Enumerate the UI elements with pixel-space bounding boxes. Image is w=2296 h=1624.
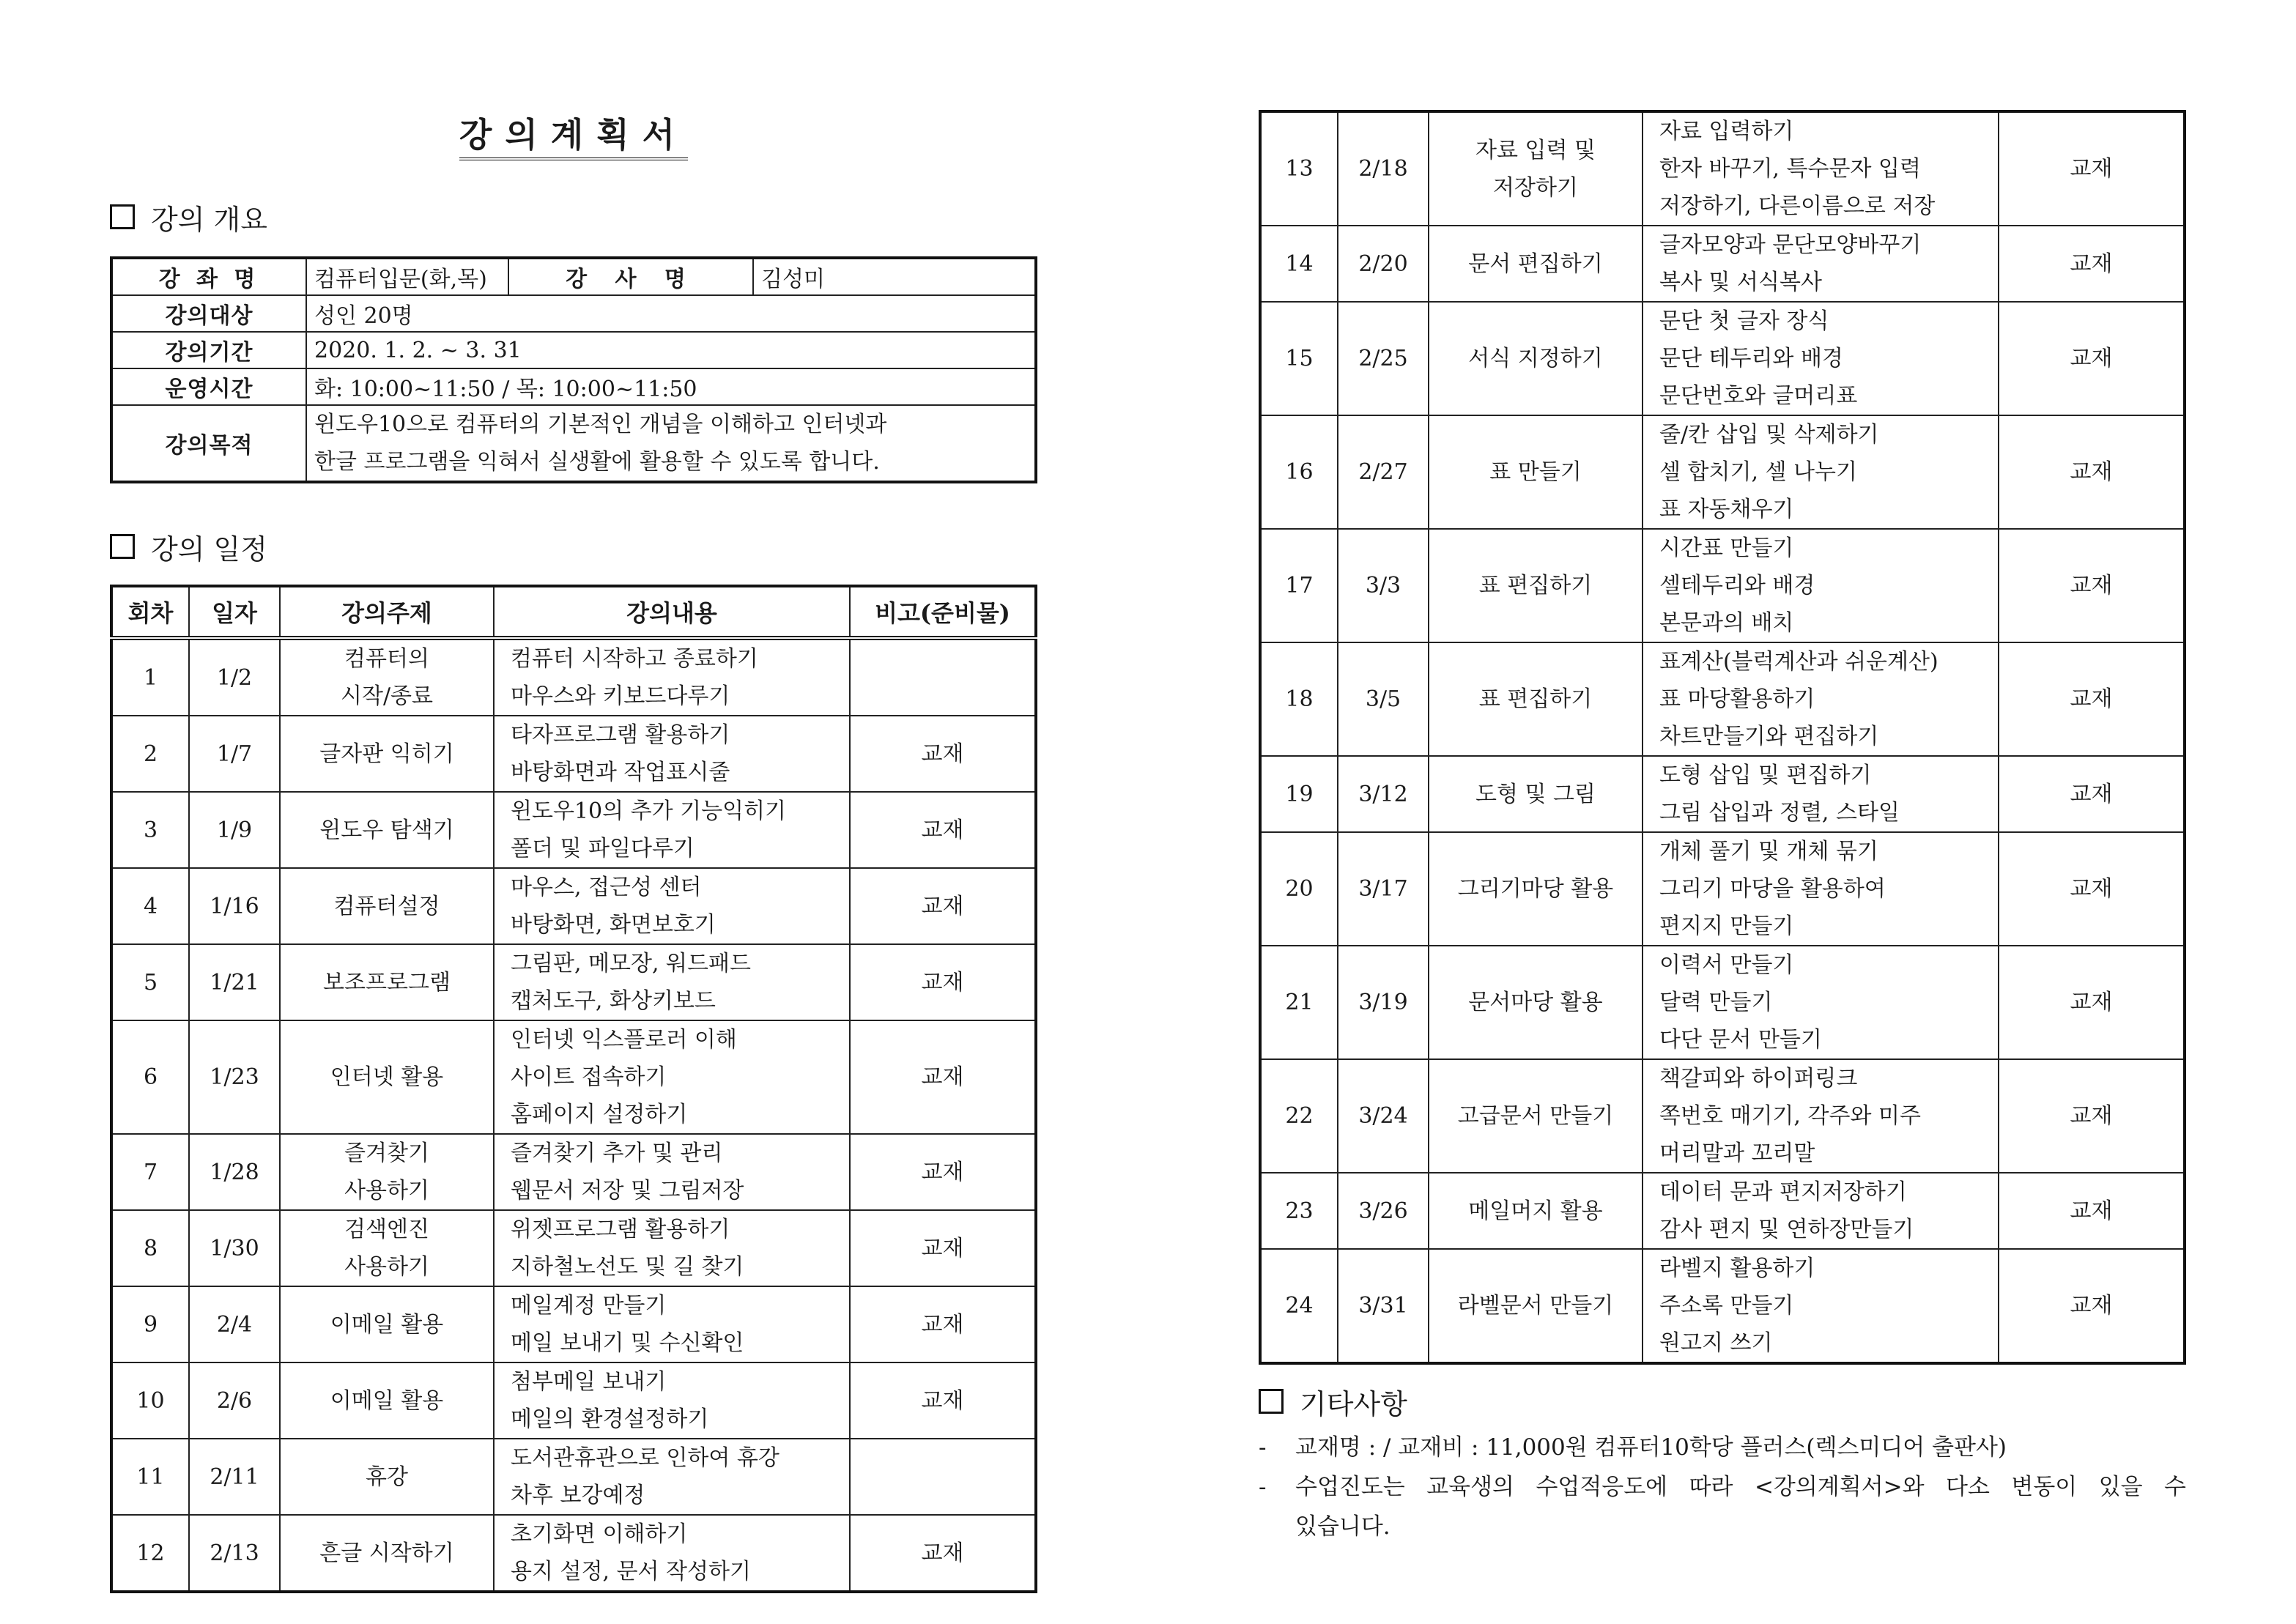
content-line: 본문과의 배치 — [1659, 610, 1794, 636]
session-content — [1643, 1059, 1999, 1173]
schedule-row — [111, 1439, 1036, 1515]
content-line: 이력서 만들기 — [1659, 952, 1794, 978]
content-line: 감사 편지 및 연하장만들기 — [1659, 1217, 1914, 1242]
session-topic — [280, 1134, 494, 1210]
session-number: 21 — [1260, 946, 1338, 1059]
schedule-row — [1260, 302, 2185, 415]
session-content — [1643, 302, 1999, 415]
topic-line: 이메일 활용 — [330, 1311, 444, 1338]
session-topic — [280, 1210, 494, 1286]
session-note: 교재 — [850, 944, 1036, 1020]
header-topic: 강의주제 — [280, 586, 494, 638]
session-date: 1/2 — [189, 638, 280, 716]
overview-row-purpose — [111, 405, 1036, 482]
session-number: 18 — [1260, 642, 1338, 756]
schedule-header-row — [111, 586, 1036, 638]
session-content — [494, 1210, 850, 1286]
session-date: 2/4 — [189, 1286, 280, 1362]
topic-line: 사용하기 — [344, 1178, 429, 1204]
session-number: 14 — [1260, 226, 1338, 302]
session-date: 1/7 — [189, 716, 280, 792]
topic-line: 이메일 활용 — [330, 1387, 444, 1414]
topic-line: 흔글 시작하기 — [319, 1540, 454, 1566]
content-line: 표 자동채우기 — [1659, 497, 1794, 522]
schedule-row — [1260, 226, 2185, 302]
session-date: 1/30 — [189, 1210, 280, 1286]
session-content — [1643, 226, 1999, 302]
session-topic — [280, 1439, 494, 1515]
session-note: 교재 — [850, 1286, 1036, 1362]
content-line: 인터넷 익스플로러 이해 — [511, 1027, 737, 1053]
session-topic — [280, 868, 494, 944]
schedule-row — [111, 1210, 1036, 1286]
content-line: 셀 합치기, 셀 나누기 — [1659, 459, 1857, 485]
session-number: 22 — [1260, 1059, 1338, 1173]
content-line: 메일의 환경설정하기 — [511, 1406, 709, 1432]
session-date: 2/6 — [189, 1362, 280, 1439]
content-line: 캡처도구, 화상키보드 — [511, 988, 716, 1014]
overview-row-target — [111, 295, 1036, 332]
content-line: 지하철노선도 및 길 찾기 — [511, 1254, 744, 1280]
session-topic — [280, 1286, 494, 1362]
session-content — [494, 868, 850, 944]
session-number: 23 — [1260, 1173, 1338, 1249]
session-content — [494, 638, 850, 716]
schedule-row — [1260, 415, 2185, 529]
etc-section-title: 기타사항 — [1300, 1387, 1407, 1420]
session-date: 1/16 — [189, 868, 280, 944]
purpose-line: 한글 프로그램을 익혀서 실생활에 활용할 수 있도록 합니다. — [314, 449, 880, 475]
session-number: 16 — [1260, 415, 1338, 529]
topic-line: 표 편집하기 — [1478, 573, 1593, 598]
content-line: 책갈피와 하이퍼링크 — [1659, 1066, 1858, 1091]
session-number: 24 — [1260, 1249, 1338, 1363]
session-content — [1643, 415, 1999, 529]
hours-label: 운영시간 — [111, 368, 306, 405]
content-line: 마우스와 키보드다루기 — [511, 683, 730, 709]
etc-text: 수업진도는 교육생의 수업적응도에 따라 <강의계획서>와 다소 변동이 있을 수 있습니다. — [1295, 1474, 2186, 1540]
topic-line: 검색엔진 — [344, 1217, 429, 1242]
content-line: 타자프로그램 활용하기 — [511, 722, 730, 748]
session-content — [1643, 832, 1999, 946]
session-date: 2/18 — [1338, 111, 1429, 226]
session-note: 교재 — [1999, 226, 2185, 302]
content-line: 그림판, 메모장, 워드패드 — [511, 951, 751, 976]
schedule-table-right — [1259, 110, 2186, 1365]
content-line: 마우스, 접근성 센터 — [511, 875, 702, 900]
etc-text: 교재명 : / 교재비 : 11,000원 컴퓨터10학당 플러스(렉스미디어 출판사) — [1295, 1434, 2007, 1461]
session-number: 9 — [111, 1286, 189, 1362]
session-content — [1643, 111, 1999, 226]
schedule-section-heading — [110, 524, 1037, 568]
session-number: 8 — [111, 1210, 189, 1286]
etc-item — [1259, 1428, 2186, 1467]
header-no: 회차 — [111, 586, 189, 638]
topic-line: 표 편집하기 — [1478, 686, 1593, 712]
topic-line: 인터넷 활용 — [330, 1064, 444, 1090]
content-line: 바탕화면과 작업표시줄 — [511, 760, 730, 785]
overview-row-course — [111, 258, 1036, 295]
overview-section-heading — [110, 195, 1037, 239]
session-date: 3/26 — [1338, 1173, 1429, 1249]
session-note: 교재 — [1999, 111, 2185, 226]
schedule-row — [1260, 1173, 2185, 1249]
purpose-label: 강의목적 — [111, 405, 306, 482]
schedule-table-left — [110, 585, 1037, 1593]
topic-line: 컴퓨터설정 — [333, 893, 440, 919]
course-value: 컴퓨터입문(화,목) — [306, 258, 508, 295]
content-line: 첨부메일 보내기 — [511, 1369, 667, 1395]
session-topic — [1429, 1059, 1643, 1173]
session-topic — [1429, 1173, 1643, 1249]
etc-list — [1259, 1428, 2186, 1546]
session-topic — [1429, 756, 1643, 832]
session-content — [1643, 756, 1999, 832]
session-topic — [280, 638, 494, 716]
content-line: 저장하기, 다른이름으로 저장 — [1659, 193, 1936, 219]
schedule-row — [111, 1134, 1036, 1210]
session-topic — [1429, 302, 1643, 415]
content-line: 복사 및 서식복사 — [1659, 270, 1822, 295]
content-line: 메일 보내기 및 수신확인 — [511, 1330, 744, 1356]
header-note: 비고(준비물) — [850, 586, 1036, 638]
session-date: 3/19 — [1338, 946, 1429, 1059]
content-line: 주소록 만들기 — [1659, 1293, 1794, 1319]
session-number: 3 — [111, 792, 189, 868]
topic-line: 표 만들기 — [1489, 459, 1582, 485]
session-number: 12 — [111, 1515, 189, 1592]
session-content — [494, 1362, 850, 1439]
session-topic — [280, 1515, 494, 1592]
session-note: 교재 — [850, 1210, 1036, 1286]
topic-line: 그리기마당 활용 — [1457, 876, 1614, 902]
session-note: 교재 — [850, 716, 1036, 792]
schedule-row — [111, 944, 1036, 1020]
session-note: 교재 — [1999, 1249, 2185, 1363]
content-line: 원고지 쓰기 — [1659, 1330, 1773, 1356]
session-content — [1643, 1249, 1999, 1363]
content-line: 차트만들기와 편집하기 — [1659, 724, 1879, 749]
session-date: 2/13 — [189, 1515, 280, 1592]
topic-line: 컴퓨터의 — [344, 646, 429, 672]
schedule-row — [111, 716, 1036, 792]
session-topic — [1429, 415, 1643, 529]
session-number: 5 — [111, 944, 189, 1020]
session-note — [850, 1439, 1036, 1515]
schedule-row — [1260, 756, 2185, 832]
session-content — [494, 792, 850, 868]
session-number: 17 — [1260, 529, 1338, 642]
etc-section-heading — [1259, 1379, 2186, 1423]
session-content — [494, 1286, 850, 1362]
topic-line: 시작/종료 — [340, 683, 434, 709]
session-topic — [1429, 529, 1643, 642]
topic-line: 휴강 — [366, 1464, 408, 1490]
session-date: 2/27 — [1338, 415, 1429, 529]
content-line: 자료 입력하기 — [1659, 119, 1794, 144]
content-line: 도형 삽입 및 편집하기 — [1659, 763, 1872, 788]
document-title — [110, 108, 1037, 160]
session-date: 3/3 — [1338, 529, 1429, 642]
session-number: 4 — [111, 868, 189, 944]
session-topic — [280, 1362, 494, 1439]
topic-line: 문서 편집하기 — [1468, 251, 1603, 277]
etc-item — [1259, 1467, 2186, 1546]
schedule-row — [1260, 832, 2185, 946]
session-note: 교재 — [850, 1362, 1036, 1439]
schedule-row — [1260, 1059, 2185, 1173]
schedule-row — [111, 1362, 1036, 1439]
session-number: 19 — [1260, 756, 1338, 832]
schedule-row — [111, 1286, 1036, 1362]
content-line: 윈도우10의 추가 기능익히기 — [511, 798, 787, 824]
schedule-section-title: 강의 일정 — [151, 533, 267, 566]
session-number: 2 — [111, 716, 189, 792]
content-line: 웹문서 저장 및 그림저장 — [511, 1178, 744, 1204]
right-column — [1259, 110, 2186, 1546]
content-line: 초기화면 이해하기 — [511, 1521, 688, 1547]
session-note: 교재 — [1999, 756, 2185, 832]
overview-table — [110, 256, 1037, 483]
checkbox-square-icon — [110, 204, 135, 229]
session-number: 1 — [111, 638, 189, 716]
session-number: 7 — [111, 1134, 189, 1210]
period-value: 2020. 1. 2. ~ 3. 31 — [306, 332, 1036, 368]
session-note: 교재 — [1999, 1059, 2185, 1173]
schedule-row — [111, 638, 1036, 716]
session-note: 교재 — [1999, 1173, 2185, 1249]
session-content — [494, 944, 850, 1020]
content-line: 줄/칸 삽입 및 삭제하기 — [1659, 422, 1879, 448]
topic-line: 고급문서 만들기 — [1457, 1103, 1614, 1129]
session-note: 교재 — [850, 1134, 1036, 1210]
content-line: 다단 문서 만들기 — [1659, 1027, 1822, 1053]
session-number: 15 — [1260, 302, 1338, 415]
session-content — [1643, 1173, 1999, 1249]
session-topic — [1429, 226, 1643, 302]
session-content — [494, 716, 850, 792]
session-note: 교재 — [850, 1020, 1036, 1134]
session-topic — [1429, 832, 1643, 946]
topic-line: 저장하기 — [1493, 174, 1578, 201]
session-date: 1/28 — [189, 1134, 280, 1210]
schedule-row — [111, 868, 1036, 944]
content-line: 표 마당활용하기 — [1659, 686, 1815, 712]
document-title-text: 강의계획서 — [459, 115, 688, 160]
topic-line: 윈도우 탐색기 — [319, 817, 454, 843]
schedule-row — [111, 792, 1036, 868]
instructor-label: 강 사 명 — [508, 258, 753, 295]
session-content — [494, 1134, 850, 1210]
session-number: 20 — [1260, 832, 1338, 946]
content-line: 시간표 만들기 — [1659, 535, 1794, 561]
content-line: 문단번호와 글머리표 — [1659, 383, 1858, 409]
session-note: 교재 — [1999, 832, 2185, 946]
content-line: 위젯프로그램 활용하기 — [511, 1217, 730, 1242]
session-date: 1/9 — [189, 792, 280, 868]
content-line: 라벨지 활용하기 — [1659, 1256, 1815, 1281]
session-topic — [1429, 1249, 1643, 1363]
session-note: 교재 — [850, 792, 1036, 868]
session-number: 10 — [111, 1362, 189, 1439]
content-line: 즐겨찾기 추가 및 관리 — [511, 1141, 723, 1166]
session-topic — [1429, 642, 1643, 756]
purpose-line: 윈도우10으로 컴퓨터의 기본적인 개념을 이해하고 인터넷과 — [314, 412, 887, 437]
session-date: 3/17 — [1338, 832, 1429, 946]
session-number: 13 — [1260, 111, 1338, 226]
content-line: 문단 첫 글자 장식 — [1659, 308, 1829, 334]
content-line: 글자모양과 문단모양바꾸기 — [1659, 232, 1922, 258]
target-label: 강의대상 — [111, 295, 306, 332]
content-line: 바탕화면, 화면보호기 — [511, 912, 716, 938]
session-topic — [1429, 946, 1643, 1059]
content-line: 사이트 접속하기 — [511, 1064, 667, 1090]
period-label: 강의기간 — [111, 332, 306, 368]
session-topic — [280, 792, 494, 868]
session-date: 1/23 — [189, 1020, 280, 1134]
schedule-row — [111, 1515, 1036, 1592]
content-line: 홈페이지 설정하기 — [511, 1102, 688, 1127]
etc-bullet: - — [1259, 1434, 1267, 1461]
topic-line: 서식 지정하기 — [1468, 346, 1603, 371]
session-note: 교재 — [850, 868, 1036, 944]
topic-line: 즐겨찾기 — [344, 1141, 429, 1166]
content-line: 차후 보강예정 — [511, 1483, 645, 1508]
session-date: 2/11 — [189, 1439, 280, 1515]
session-date: 3/5 — [1338, 642, 1429, 756]
target-value: 성인 20명 — [306, 295, 1036, 332]
instructor-value: 김성미 — [753, 258, 1036, 295]
session-number: 11 — [111, 1439, 189, 1515]
content-line: 메일계정 만들기 — [511, 1293, 667, 1319]
content-line: 그리기 마당을 활용하여 — [1659, 876, 1886, 902]
session-date: 3/12 — [1338, 756, 1429, 832]
header-content: 강의내용 — [494, 586, 850, 638]
topic-line: 도형 및 그림 — [1475, 781, 1596, 807]
session-content — [494, 1439, 850, 1515]
overview-section-title: 강의 개요 — [151, 203, 267, 236]
topic-line: 사용하기 — [344, 1254, 429, 1280]
checkbox-square-icon — [110, 534, 135, 559]
session-note: 교재 — [1999, 415, 2185, 529]
content-line: 달력 만들기 — [1659, 990, 1773, 1015]
left-column — [110, 103, 1037, 1593]
content-line: 문단 테두리와 배경 — [1659, 346, 1843, 371]
content-line: 데이터 문과 편지저장하기 — [1659, 1179, 1907, 1205]
overview-row-period — [111, 332, 1036, 368]
session-note: 교재 — [1999, 529, 2185, 642]
schedule-row — [1260, 111, 2185, 226]
content-line: 머리말과 꼬리말 — [1659, 1141, 1815, 1166]
session-topic — [1429, 111, 1643, 226]
content-line: 컴퓨터 시작하고 종료하기 — [511, 646, 758, 672]
content-line: 표계산(블럭계산과 쉬운계산) — [1659, 649, 1938, 675]
topic-line: 메일머지 활용 — [1468, 1198, 1603, 1224]
schedule-row — [1260, 1249, 2185, 1363]
content-line: 쪽번호 매기기, 각주와 미주 — [1659, 1103, 1921, 1129]
content-line: 셀테두리와 배경 — [1659, 573, 1815, 598]
content-line: 한자 바꾸기, 특수문자 입력 — [1659, 156, 1921, 182]
session-content — [494, 1020, 850, 1134]
schedule-row — [1260, 642, 2185, 756]
course-label: 강 좌 명 — [111, 258, 306, 295]
content-line: 폴더 및 파일다루기 — [511, 836, 695, 861]
session-content — [1643, 529, 1999, 642]
session-note: 교재 — [1999, 642, 2185, 756]
session-note: 교재 — [850, 1515, 1036, 1592]
session-date: 3/31 — [1338, 1249, 1429, 1363]
checkbox-square-icon — [1259, 1389, 1284, 1414]
session-date: 1/21 — [189, 944, 280, 1020]
schedule-row — [1260, 529, 2185, 642]
session-note: 교재 — [1999, 302, 2185, 415]
session-date: 2/20 — [1338, 226, 1429, 302]
content-line: 그림 삽입과 정렬, 스타일 — [1659, 800, 1900, 826]
session-number: 6 — [111, 1020, 189, 1134]
session-content — [1643, 946, 1999, 1059]
session-note: 교재 — [1999, 946, 2185, 1059]
session-date: 3/24 — [1338, 1059, 1429, 1173]
session-date: 2/25 — [1338, 302, 1429, 415]
hours-value: 화: 10:00~11:50 / 목: 10:00~11:50 — [306, 368, 1036, 405]
overview-row-hours — [111, 368, 1036, 405]
content-line: 개체 풀기 및 개체 묶기 — [1659, 839, 1878, 864]
header-date: 일자 — [189, 586, 280, 638]
topic-line: 보조프로그램 — [323, 969, 451, 995]
etc-bullet: - — [1259, 1474, 1267, 1500]
content-line: 편지지 만들기 — [1659, 913, 1794, 939]
topic-line: 라벨문서 만들기 — [1457, 1293, 1614, 1319]
schedule-row — [111, 1020, 1036, 1134]
topic-line: 글자판 익히기 — [319, 741, 454, 767]
content-line: 도서관휴관으로 인하여 휴강 — [511, 1445, 779, 1471]
session-topic — [280, 944, 494, 1020]
topic-line: 문서마당 활용 — [1468, 990, 1603, 1015]
session-note — [850, 638, 1036, 716]
topic-line: 자료 입력 및 — [1475, 137, 1596, 163]
purpose-value — [306, 405, 1036, 482]
content-line: 용지 설정, 문서 작성하기 — [511, 1559, 751, 1584]
session-content — [494, 1515, 850, 1592]
schedule-row — [1260, 946, 2185, 1059]
session-topic — [280, 1020, 494, 1134]
session-topic — [280, 716, 494, 792]
session-content — [1643, 642, 1999, 756]
